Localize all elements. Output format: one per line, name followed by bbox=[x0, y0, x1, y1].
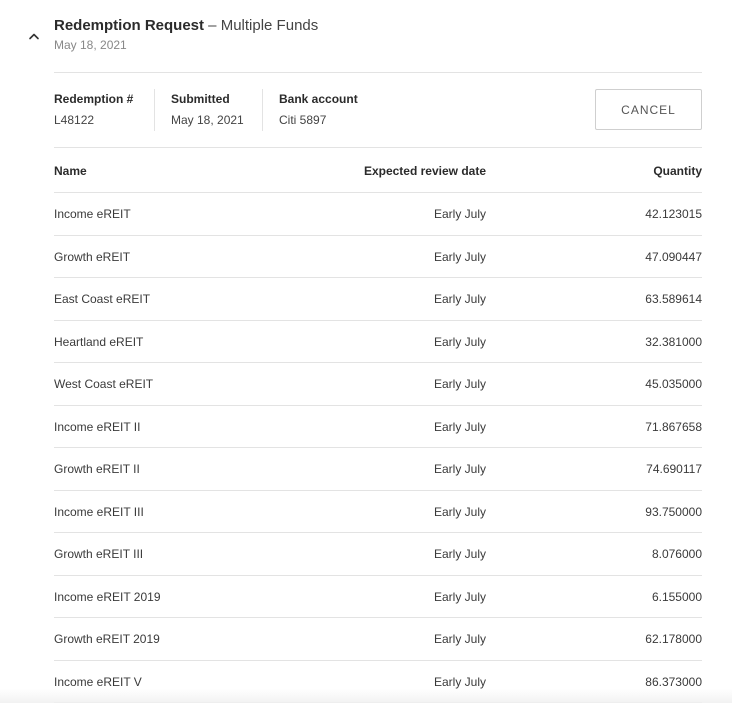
column-header-quantity: Quantity bbox=[653, 164, 702, 178]
redemption-number-value: L48122 bbox=[54, 113, 95, 127]
request-header bbox=[54, 16, 702, 52]
table-row bbox=[54, 278, 702, 321]
divider bbox=[54, 72, 702, 73]
request-date: May 18, 2021 bbox=[54, 38, 127, 52]
fund-name: Income eREIT V bbox=[54, 674, 142, 689]
table-row bbox=[54, 491, 702, 534]
summary-divider bbox=[154, 89, 155, 131]
quantity: 86.373000 bbox=[645, 674, 702, 689]
column-header-name: Name bbox=[54, 164, 87, 178]
quantity: 6.155000 bbox=[651, 589, 702, 604]
quantity: 32.381000 bbox=[645, 334, 702, 349]
expected-review-date: Early July bbox=[433, 419, 486, 434]
title-secondary: Multiple Funds bbox=[220, 17, 319, 34]
fund-name: Income eREIT III bbox=[54, 504, 144, 519]
quantity: 8.076000 bbox=[651, 547, 702, 561]
quantity: 93.750000 bbox=[645, 504, 702, 519]
chevron-up-icon[interactable] bbox=[25, 27, 43, 45]
table-row bbox=[54, 193, 702, 236]
table-body bbox=[54, 193, 702, 703]
divider bbox=[54, 147, 702, 148]
table-row bbox=[54, 321, 702, 364]
funds-table bbox=[54, 150, 702, 703]
table-row bbox=[54, 618, 702, 661]
fund-name: Heartland eREIT bbox=[54, 334, 144, 349]
submitted-field bbox=[171, 89, 244, 131]
table-row bbox=[54, 533, 702, 576]
fund-name: Growth eREIT bbox=[54, 249, 131, 264]
table-row bbox=[54, 363, 702, 406]
column-header-review-date: Expected review date bbox=[363, 164, 486, 178]
expected-review-date: Early July bbox=[433, 462, 486, 476]
expected-review-date: Early July bbox=[433, 334, 486, 349]
expected-review-date: Early July bbox=[433, 589, 486, 604]
bank-account-value: Citi 5897 bbox=[279, 113, 327, 127]
expected-review-date: Early July bbox=[433, 632, 486, 646]
redemption-number-field bbox=[54, 89, 133, 131]
submitted-value: May 18, 2021 bbox=[171, 113, 244, 127]
bank-account-field bbox=[279, 89, 358, 131]
fund-name: Income eREIT bbox=[54, 207, 131, 221]
expected-review-date: Early July bbox=[433, 207, 486, 221]
fund-name: Income eREIT II bbox=[54, 419, 141, 434]
quantity: 74.690117 bbox=[646, 462, 702, 476]
cancel-button[interactable]: CANCEL bbox=[595, 89, 702, 130]
quantity: 63.589614 bbox=[645, 292, 702, 306]
expected-review-date: Early July bbox=[433, 547, 486, 561]
quantity: 42.123015 bbox=[645, 207, 702, 221]
fund-name: Growth eREIT III bbox=[54, 547, 144, 561]
fund-name: Growth eREIT 2019 bbox=[54, 632, 160, 646]
fund-name: West Coast eREIT bbox=[54, 377, 154, 391]
table-row bbox=[54, 406, 702, 449]
table-row bbox=[54, 236, 702, 279]
quantity: 62.178000 bbox=[645, 632, 702, 646]
table-row bbox=[54, 576, 702, 619]
table-header bbox=[54, 150, 702, 193]
expected-review-date: Early July bbox=[433, 249, 486, 264]
redemption-number-label: Redemption # bbox=[54, 92, 134, 106]
submitted-label: Submitted bbox=[171, 92, 230, 106]
quantity: 47.090447 bbox=[645, 249, 702, 264]
fund-name: Income eREIT 2019 bbox=[54, 589, 161, 604]
scroll-fade bbox=[0, 689, 732, 703]
title-primary: Redemption Request bbox=[54, 17, 205, 34]
expected-review-date: Early July bbox=[433, 504, 486, 519]
bank-account-label: Bank account bbox=[279, 92, 358, 106]
expected-review-date: Early July bbox=[433, 674, 486, 689]
fund-name: East Coast eREIT bbox=[54, 292, 151, 306]
title-separator: – bbox=[204, 17, 221, 34]
summary-divider bbox=[262, 89, 263, 131]
expected-review-date: Early July bbox=[433, 292, 486, 306]
expected-review-date: Early July bbox=[433, 377, 486, 391]
quantity: 71.867658 bbox=[645, 419, 702, 434]
quantity: 45.035000 bbox=[645, 377, 702, 391]
page-title bbox=[54, 16, 702, 36]
fund-name: Growth eREIT II bbox=[54, 462, 140, 476]
table-row bbox=[54, 448, 702, 491]
